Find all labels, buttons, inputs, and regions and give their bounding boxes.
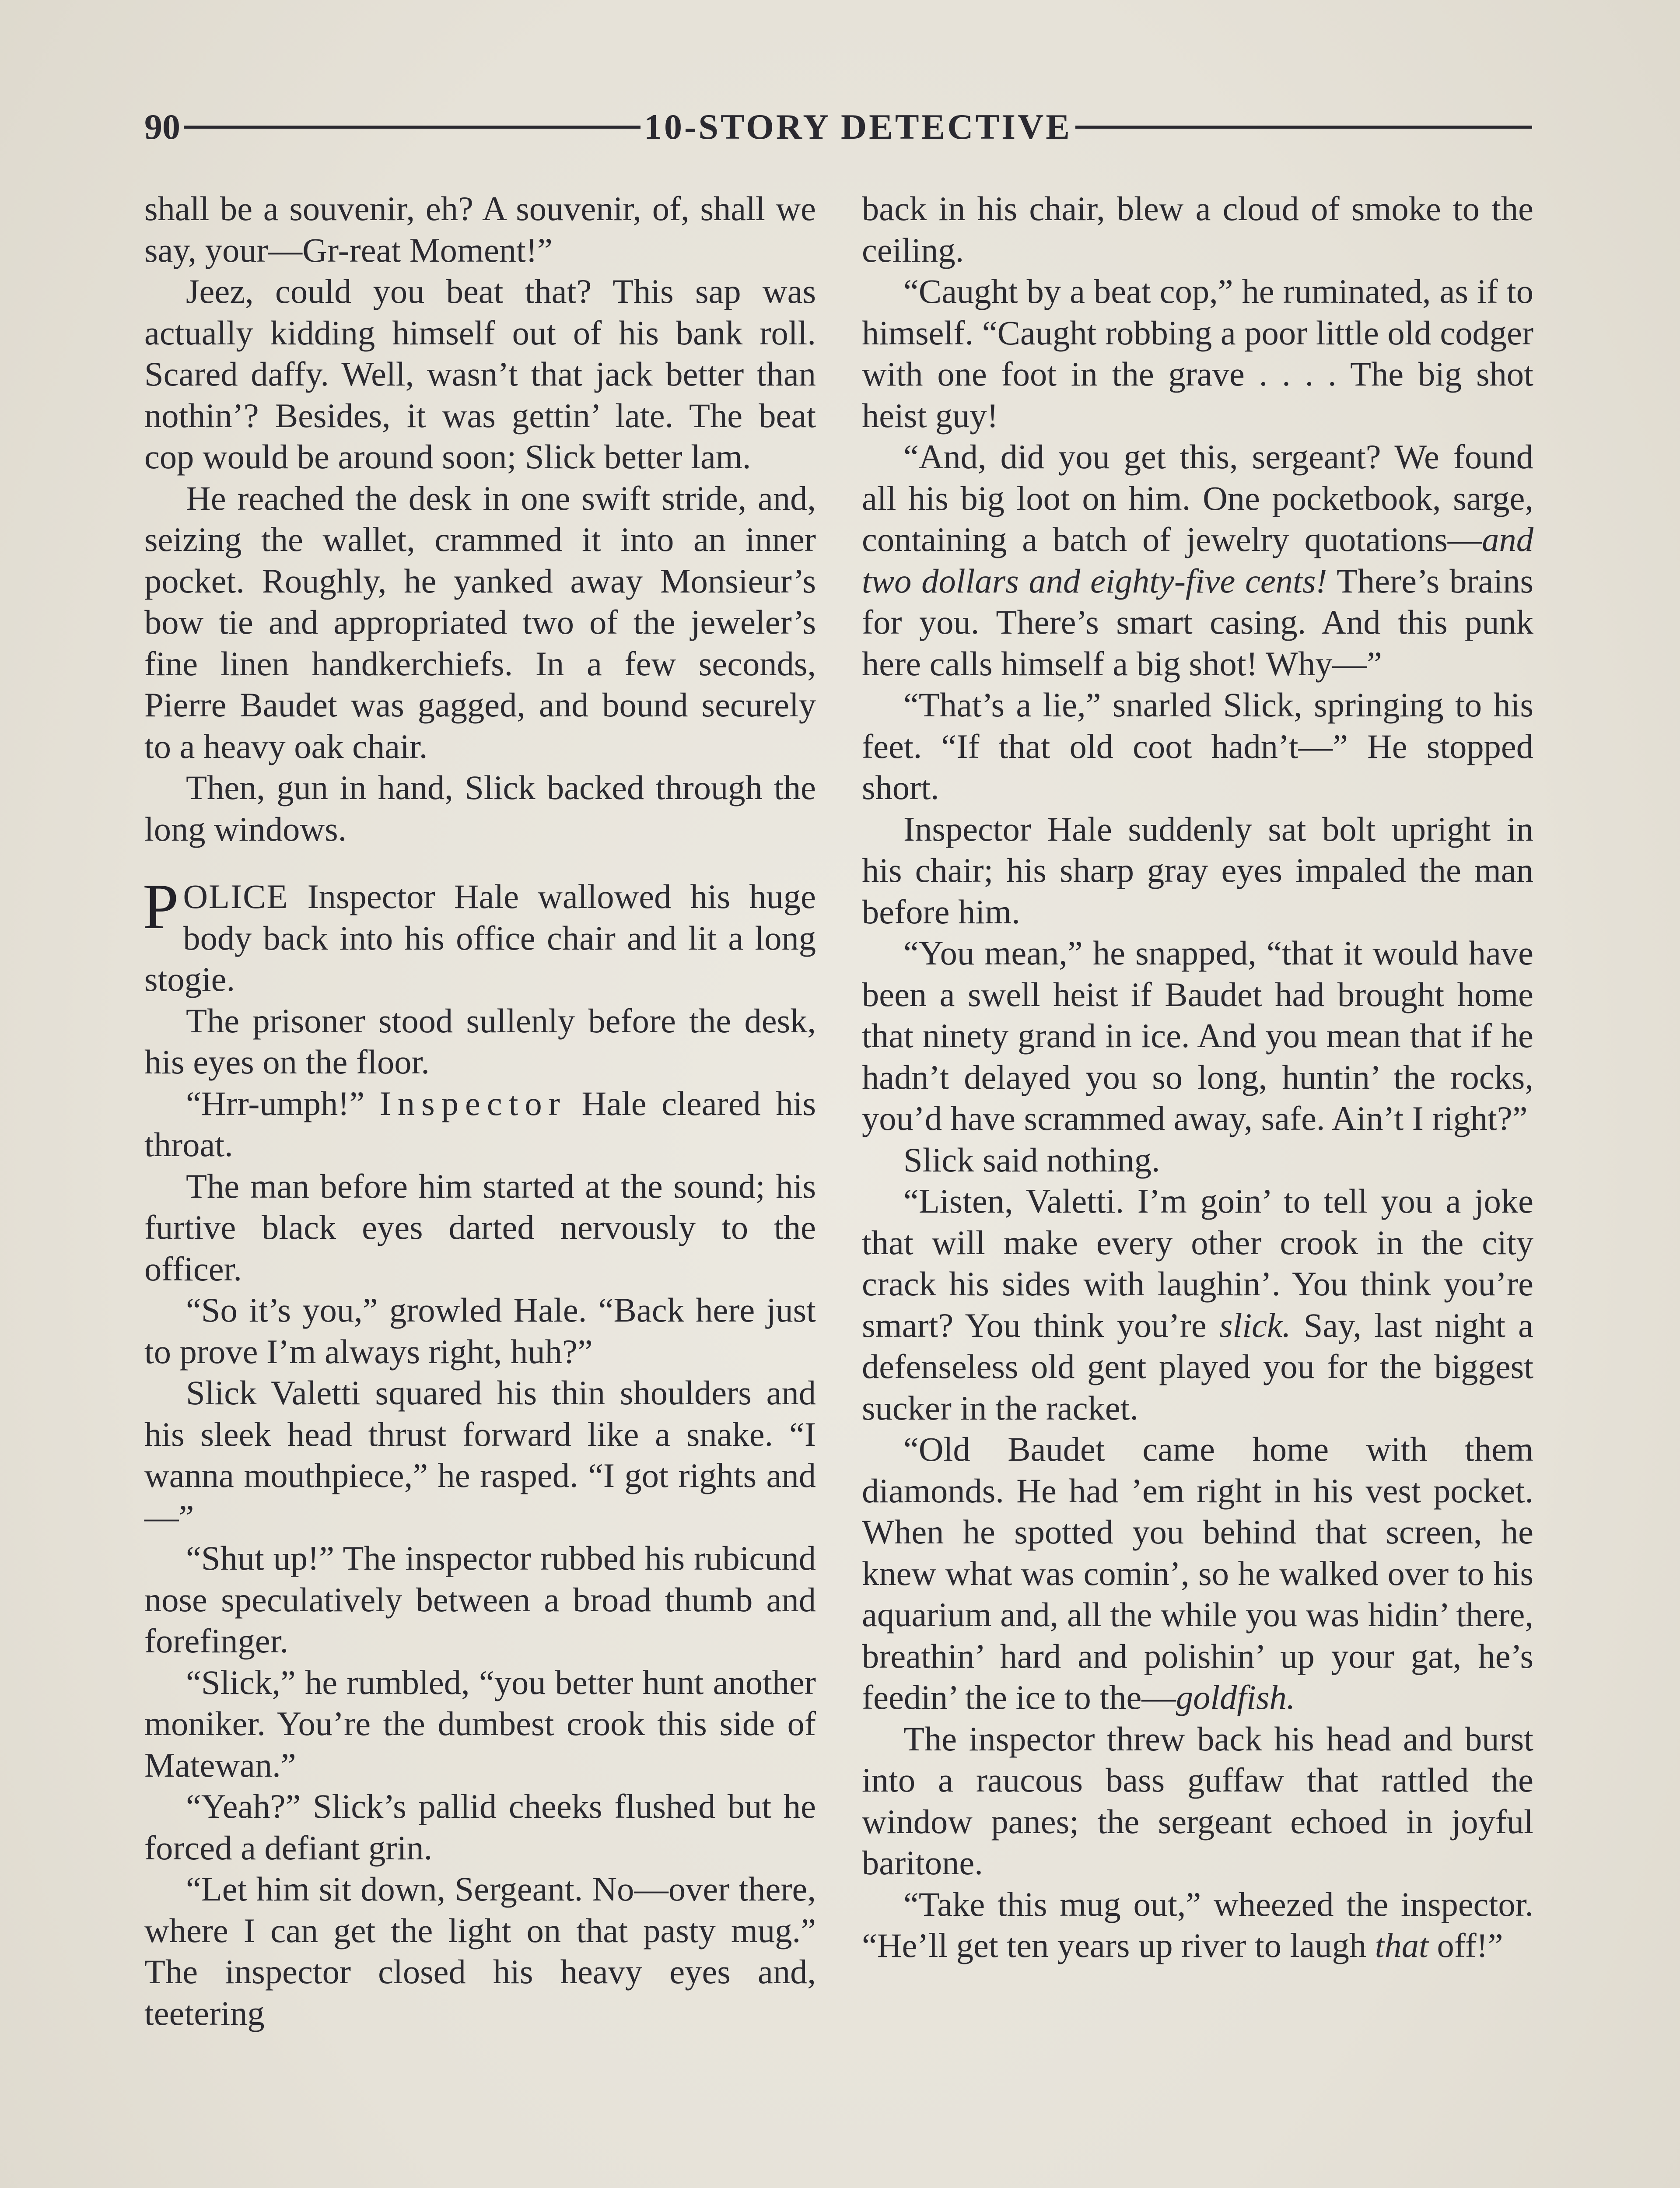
italic-text: that [1375, 1926, 1428, 1964]
paragraph: The prisoner stood sullenly before the desk, his eyes on the floor. [144, 1001, 816, 1081]
paragraph: Inspector Hale suddenly sat bolt upright in his chair; his sharp gray eyes impaled the man before him. [862, 810, 1533, 931]
paragraph [862, 1429, 1533, 1718]
paragraph-text: “Listen, Valetti. I’m goin’ to tell you a joke that will make every other crook in the city crack his sides with laughin’. You think you’re smart? You think you’re [862, 1182, 1533, 1344]
paragraph: “Let him sit down, Sergeant. No—over there, where I can get the light on that pasty mug.” The inspector closed his heavy eyes and, teetering [144, 1870, 816, 2032]
right-column [862, 188, 1533, 1967]
paragraph: back in his chair, blew a cloud of smoke to the ceiling. [862, 189, 1533, 269]
paragraph: “Slick,” he rumbled, “you better hunt another moniker. You’re the dumbest crook this side of Matewan.” [144, 1663, 816, 1784]
paragraph: Slick said nothing. [903, 1140, 1160, 1179]
left-column [144, 188, 816, 2034]
paragraph [862, 1884, 1533, 1967]
header-rule-left [184, 126, 640, 129]
paragraph: “Yeah?” Slick’s pallid cheeks flushed but he forced a defiant grin. [144, 1787, 816, 1867]
paragraph: “Caught by a beat cop,” he ruminated, as if to himself. “Caught robbing a poor little old codger with one foot in the grave . . . . The big shot heist guy! [862, 272, 1533, 435]
quote-text: “Hrr-umph!” [186, 1084, 365, 1122]
paragraph-text: off!” [1428, 1926, 1503, 1964]
paragraph: Then, gun in hand, Slick backed through the long windows. [144, 768, 816, 848]
paragraph: shall be a souvenir, eh? A souvenir, of, shall we say, your—Gr-reat Moment!” [144, 189, 816, 269]
running-header [144, 101, 1536, 153]
paragraph: The man before him started at the sound; his furtive black eyes darted nervously to the officer. [144, 1167, 816, 1288]
paragraph-text: Say, last night a defenseless old gent played you for the biggest sucker in the racket. [862, 1306, 1533, 1427]
lead-text: Inspector Hale wallowed his huge body back into his office chair and lit a long stogie. [144, 877, 816, 998]
paragraph-text: “And, did you get this, sergeant? We found all his big loot on him. One pocketbook, sarge, containing a batch of jewelry quotations— [862, 438, 1533, 558]
paragraph: Jeez, could you beat that? This sap was actually kidding himself out of his bank roll. Scared daffy. Well, wasn’t that jack better than nothin’? Besides, it was gettin’ late. The beat cop would be around soon; Slick better lam. [144, 272, 816, 476]
paragraph-text: “Old Baudet came home with them diamonds. He had ’em right in his vest pocket. When he spotted you behind that screen, he knew what was comin’, so he walked over to his aquarium and, all the while you was hidin’ there, breathin’ hard and polishin’ up your gat, he’s feedin’ the ice to the— [862, 1430, 1533, 1716]
spaced-word: Inspector [379, 1084, 567, 1122]
paragraph: “You mean,” he snapped, “that it would have been a swell heist if Baudet had brought home that ninety grand in ice. And you mean that if he hadn’t delayed you so long, huntin’ the rocks, you’d have scrammed away, safe. Ain’t I right?” [862, 934, 1533, 1137]
paragraph-text: “Take this mug out,” wheezed the inspector. “He’ll get ten years up river to laugh [862, 1885, 1533, 1964]
italic-text: slick. [1219, 1306, 1291, 1344]
paragraph: Slick Valetti squared his thin shoulders and his sleek head thrust forward like a snake. “I wanna mouthpiece,” he rasped. “I got rights and—” [144, 1374, 816, 1536]
italic-text: goldfish. [1176, 1678, 1295, 1716]
paragraph: He reached the desk in one swift stride, and, seizing the wallet, crammed it into an inner pocket. Roughly, he yanked away Monsieur’s bow tie and appropriated two of the jeweler’s fine linen handkerchiefs. In a few seconds, Pierre Baudet was gagged, and bound securely to a heavy oak chair. [144, 479, 816, 765]
page-number: 90 [144, 107, 180, 147]
paragraph: “So it’s you,” growled Hale. “Back here just to prove I’m always right, huh?” [144, 1291, 816, 1371]
paragraph-text: There’s brains for you. There’s smart casing. And this punk here calls himself a big shot! Why—” [862, 561, 1533, 683]
paragraph: The inspector threw back his head and burst into a raucous bass guffaw that rattled the window panes; the sergeant echoed in joyful baritone. [862, 1719, 1533, 1882]
section-opening-paragraph [143, 871, 816, 1000]
lead-word: OLICE [183, 877, 289, 915]
paragraph [862, 436, 1533, 684]
drop-cap: P [143, 871, 179, 943]
paragraph: “Shut up!” The inspector rubbed his rubicund nose speculatively between a broad thumb and forefinger. [144, 1539, 816, 1660]
paragraph-rest: Hale cleared his throat. [144, 1084, 816, 1164]
paragraph [144, 1083, 816, 1166]
paragraph: “That’s a lie,” snarled Slick, springing to his feet. “If that old coot hadn’t—” He stopped short. [862, 686, 1533, 806]
italic-text: and two dollars and eighty-five cents! [862, 520, 1533, 600]
section-break [144, 850, 816, 876]
header-rule-right [1075, 126, 1532, 129]
paragraph [862, 1181, 1533, 1429]
magazine-title: 10-STORY DETECTIVE [644, 107, 1072, 147]
